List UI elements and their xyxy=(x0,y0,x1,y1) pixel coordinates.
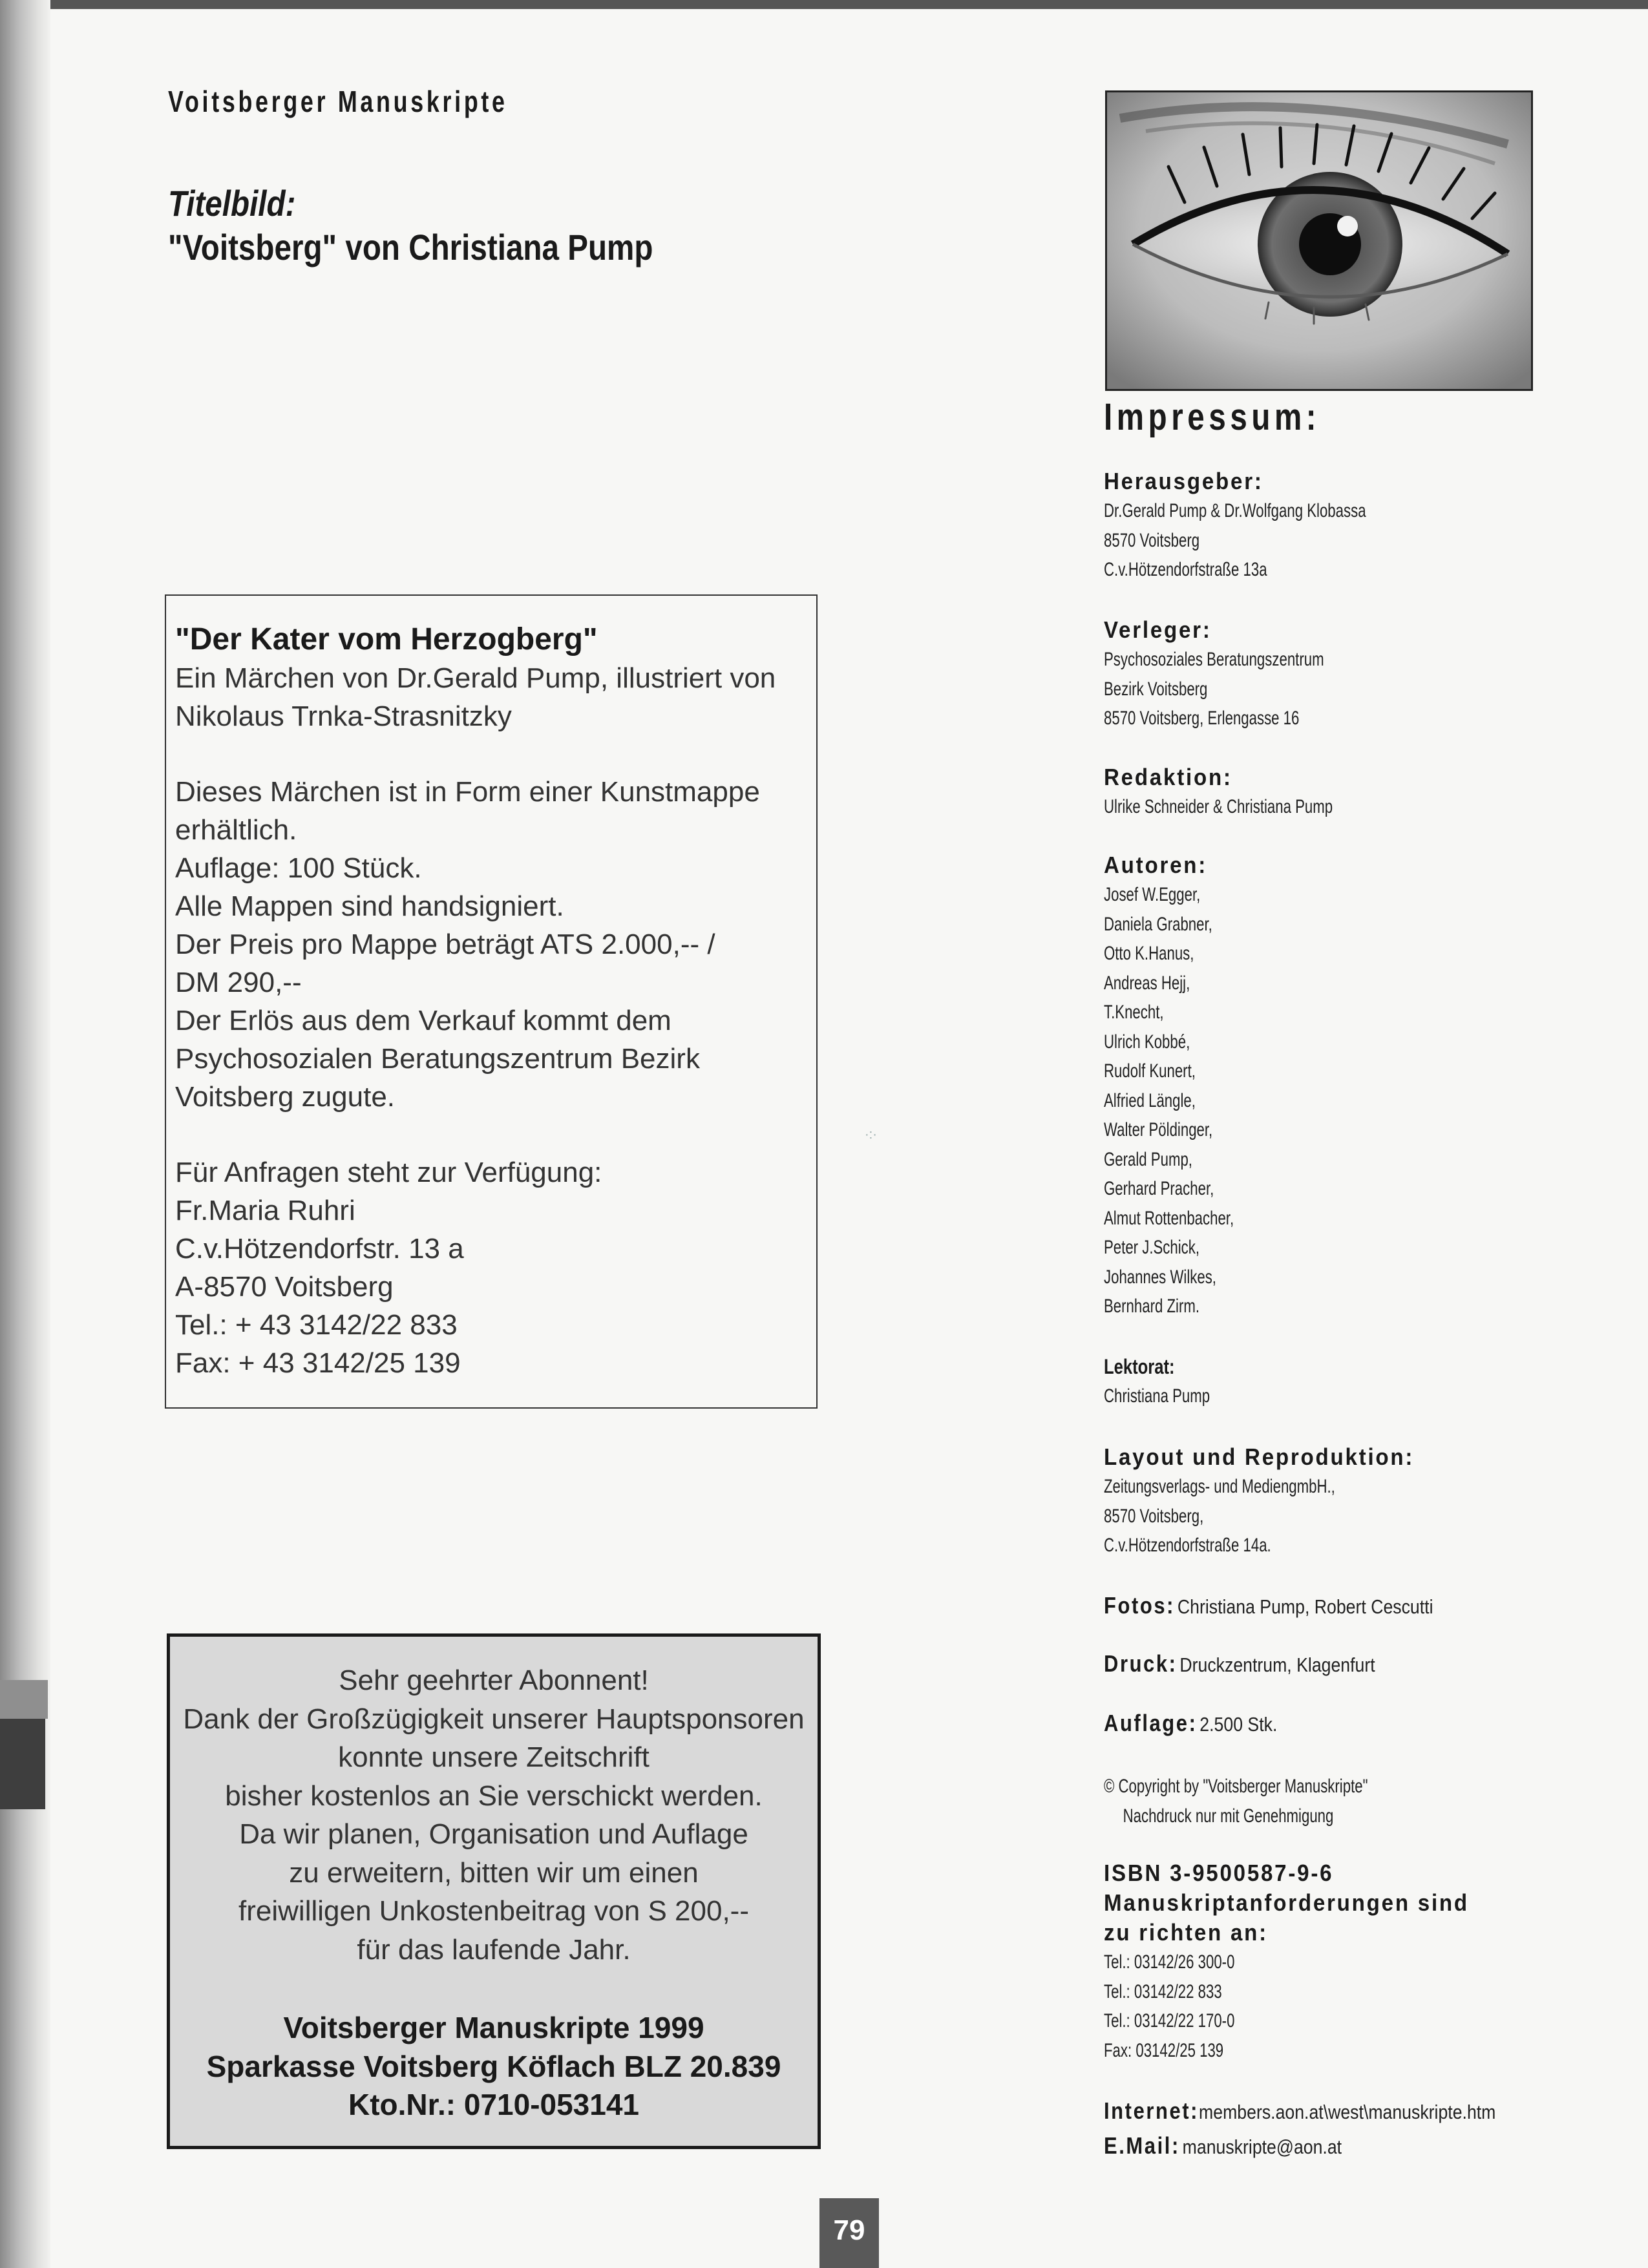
isbn-text: ISBN 3-9500587-9-6 xyxy=(1104,1860,1334,1886)
autoren-section xyxy=(1104,850,1280,1321)
author-line: Rudolf Kunert, xyxy=(1104,1060,1196,1082)
request-line: Tel.: 03142/26 300-0 xyxy=(1104,1951,1235,1973)
offer-line: Der Erlös aus dem Verkauf kommt dem xyxy=(175,1005,671,1036)
notice-line: Sehr geehrter Abonnent! xyxy=(339,1664,649,1696)
author-line: Gerhard Pracher, xyxy=(1104,1178,1214,1199)
impressum-heading: Impressum: xyxy=(1104,396,1321,438)
series-title: Voitsberger Manuskripte xyxy=(168,85,508,118)
online-section xyxy=(1104,2096,1559,2166)
internet-value: members.aon.at\west\manuskripte.htm xyxy=(1199,2101,1496,2123)
offer-line: Dieses Märchen ist in Form einer Kunstmappe xyxy=(175,776,760,808)
offer-line: erhältlich. xyxy=(175,814,297,846)
offer-line: Der Preis pro Mappe beträgt ATS 2.000,-- / xyxy=(175,929,715,960)
layout-line: Zeitungsverlags- und MediengmbH., xyxy=(1104,1476,1335,1497)
scan-edge-top xyxy=(0,0,1648,9)
scan-speck: ·:· xyxy=(865,1128,877,1142)
author-line: Otto K.Hanus, xyxy=(1104,943,1194,964)
contact-line: C.v.Hötzendorfstr. 13 a xyxy=(175,1233,464,1265)
herausgeber-line: C.v.Hötzendorfstraße 13a xyxy=(1104,559,1267,580)
author-line: Gerald Pump, xyxy=(1104,1148,1192,1170)
redaktion-line: Ulrike Schneider & Christiana Pump xyxy=(1104,796,1333,817)
cover-label: Titelbild: xyxy=(168,183,296,224)
box-title: "Der Kater vom Herzogberg" xyxy=(175,622,598,656)
page-number: 79 xyxy=(819,2198,879,2268)
autoren-label: Autoren: xyxy=(1104,852,1208,878)
author-line: Alfried Längle, xyxy=(1104,1089,1196,1111)
copyright-section xyxy=(1104,1772,1461,1831)
verleger-label: Verleger: xyxy=(1104,616,1212,643)
notice-line: zu erweitern, bitten wir um einen xyxy=(289,1856,699,1889)
redaktion-section xyxy=(1104,762,1413,822)
request-line: Fax: 03142/25 139 xyxy=(1104,2039,1224,2061)
contact-line: A-8570 Voitsberg xyxy=(175,1271,394,1303)
verleger-line: Bezirk Voitsberg xyxy=(1104,678,1208,700)
author-line: Ulrich Kobbé, xyxy=(1104,1031,1190,1053)
offer-line: Auflage: 100 Stück. xyxy=(175,852,422,884)
verleger-line: Psychosoziales Beratungszentrum xyxy=(1104,649,1324,670)
verleger-line: 8570 Voitsberg, Erlengasse 16 xyxy=(1104,708,1300,729)
bank-line: Sparkasse Voitsberg Köflach BLZ 20.839 xyxy=(206,2049,781,2083)
offer-line: Alle Mappen sind handsigniert. xyxy=(175,890,564,922)
email-label: E.Mail: xyxy=(1104,2132,1180,2159)
author-line: Andreas Hejj, xyxy=(1104,972,1190,994)
request-label-line: zu richten an: xyxy=(1104,1919,1268,1946)
author-line: Walter Pöldinger, xyxy=(1104,1119,1213,1140)
druck-value: Druckzentrum, Klagenfurt xyxy=(1179,1654,1375,1676)
lektorat-section xyxy=(1104,1352,1247,1411)
verleger-section xyxy=(1104,615,1401,733)
author-line: Daniela Grabner, xyxy=(1104,913,1212,935)
layout-line: 8570 Voitsberg, xyxy=(1104,1505,1204,1527)
auflage-section xyxy=(1104,1708,1305,1743)
subscriber-notice-box xyxy=(167,1633,821,2149)
layout-section xyxy=(1104,1442,1441,1560)
request-label-line: Manuskriptanforderungen sind xyxy=(1104,1889,1469,1916)
scan-edge-left xyxy=(0,0,50,2268)
notice-line: bisher kostenlos an Sie verschickt werden. xyxy=(225,1780,763,1812)
notice-line: für das laufende Jahr. xyxy=(357,1933,631,1966)
contact-line: Für Anfragen steht zur Verfügung: xyxy=(175,1157,602,1188)
author-line: Johannes Wilkes, xyxy=(1104,1266,1216,1288)
eye-photo xyxy=(1105,90,1533,391)
internet-label: Internet: xyxy=(1104,2097,1199,2124)
author-line: Josef W.Egger, xyxy=(1104,884,1201,905)
auflage-value: 2.500 Stk. xyxy=(1199,1713,1278,1736)
author-line: Peter J.Schick, xyxy=(1104,1237,1200,1258)
request-section xyxy=(1104,1858,1501,2065)
bank-line: Voitsberger Manuskripte 1999 xyxy=(283,2011,704,2044)
fotos-label: Fotos: xyxy=(1104,1592,1176,1619)
copyright-line: © Copyright by "Voitsberger Manuskripte" xyxy=(1104,1776,1368,1797)
herausgeber-section xyxy=(1104,467,1458,585)
intro-line: Nikolaus Trnka-Strasnitzky xyxy=(175,700,512,732)
offer-line: DM 290,-- xyxy=(175,967,302,998)
layout-label: Layout und Reproduktion: xyxy=(1104,1444,1415,1470)
herausgeber-label: Herausgeber: xyxy=(1104,468,1263,494)
author-line: Bernhard Zirm. xyxy=(1104,1296,1200,1317)
offer-line: Voitsberg zugute. xyxy=(175,1081,396,1113)
auflage-label: Auflage: xyxy=(1104,1710,1198,1736)
layout-line: C.v.Hötzendorfstraße 14a. xyxy=(1104,1535,1271,1556)
fairy-tale-info-box xyxy=(165,594,818,1409)
offer-line: Psychosozialen Beratungszentrum Bezirk xyxy=(175,1043,700,1075)
bank-line: Kto.Nr.: 0710-053141 xyxy=(348,2088,640,2121)
contact-line: Fr.Maria Ruhri xyxy=(175,1195,355,1226)
notice-line: Da wir planen, Organisation und Auflage xyxy=(239,1818,748,1850)
scan-edge-mark xyxy=(0,1680,48,1719)
eye-image xyxy=(1107,92,1531,389)
email-value: manuskripte@aon.at xyxy=(1182,2136,1342,2158)
cover-title: "Voitsberg" von Christiana Pump xyxy=(168,227,653,268)
lektorat-line: Christiana Pump xyxy=(1104,1385,1210,1407)
author-line: Almut Rottenbacher, xyxy=(1104,1207,1234,1229)
request-line: Tel.: 03142/22 833 xyxy=(1104,1980,1222,2002)
notice-line: Dank der Großzügigkeit unserer Hauptsponsoren xyxy=(183,1703,805,1735)
fotos-section xyxy=(1104,1591,1486,1626)
scan-edge-mark-dark xyxy=(0,1719,45,1809)
copyright-line: Nachdruck nur mit Genehmigung xyxy=(1123,1805,1334,1827)
notice-line: freiwilligen Unkostenbeitrag von S 200,-- xyxy=(238,1895,749,1927)
redaktion-label: Redaktion: xyxy=(1104,764,1232,790)
druck-label: Druck: xyxy=(1104,1650,1178,1677)
lektorat-label: Lektorat: xyxy=(1104,1355,1175,1378)
intro-line: Ein Märchen von Dr.Gerald Pump, illustriert von xyxy=(175,662,776,694)
author-line: T.Knecht, xyxy=(1104,1002,1164,1023)
contact-line: Fax: + 43 3142/25 139 xyxy=(175,1347,461,1379)
contact-line: Tel.: + 43 3142/22 833 xyxy=(175,1309,458,1341)
fotos-value: Christiana Pump, Robert Cescutti xyxy=(1177,1595,1433,1618)
notice-line: konnte unsere Zeitschrift xyxy=(338,1741,650,1773)
herausgeber-line: 8570 Voitsberg xyxy=(1104,529,1200,551)
herausgeber-line: Dr.Gerald Pump & Dr.Wolfgang Klobassa xyxy=(1104,500,1366,521)
druck-section xyxy=(1104,1649,1419,1684)
request-line: Tel.: 03142/22 170-0 xyxy=(1104,2010,1235,2032)
